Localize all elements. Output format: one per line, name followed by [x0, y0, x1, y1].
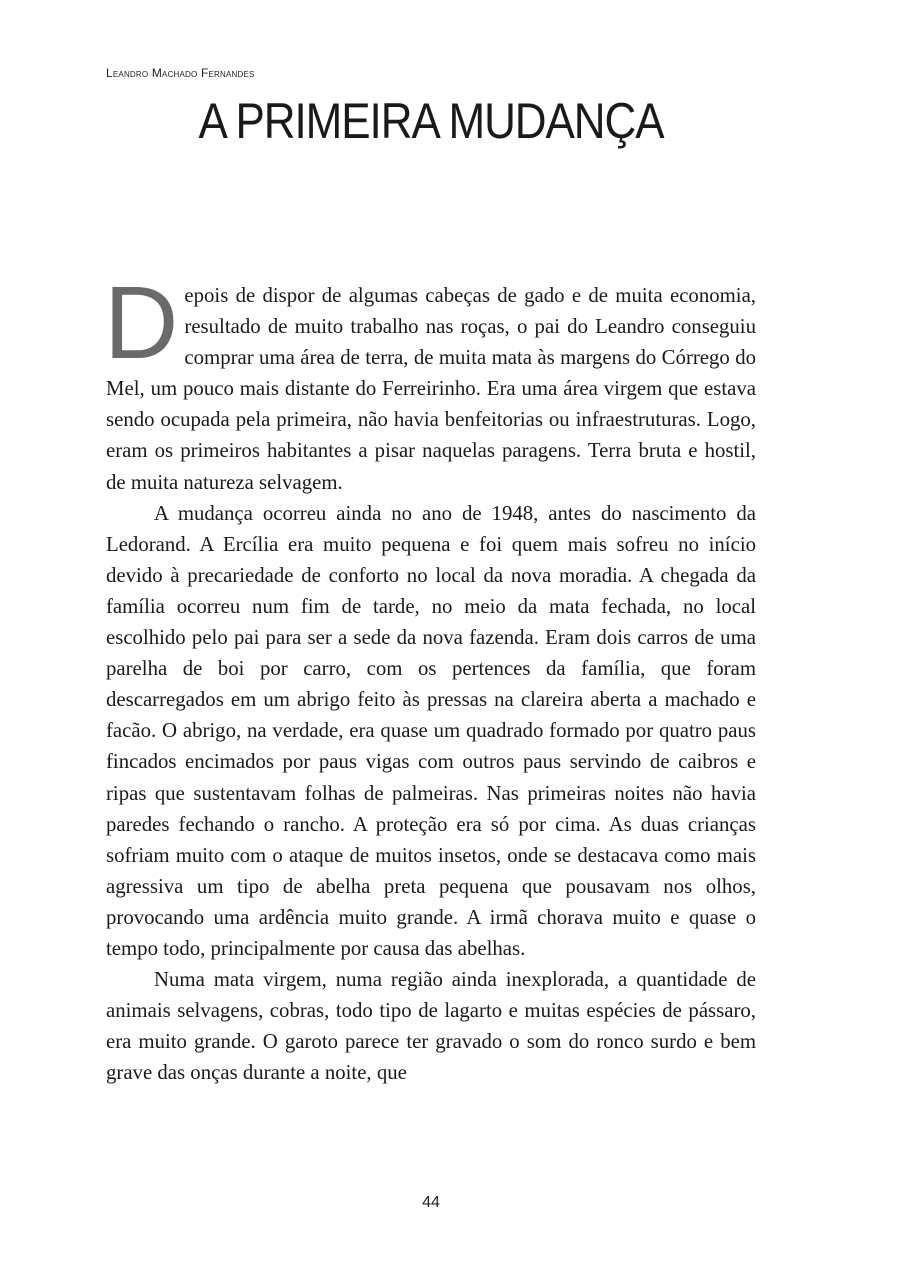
body-text: [104, 265, 756, 1088]
paragraph-1-text: epois de dispor de algumas cabeças de gado e de muita economia, resultado de muito trabalho nas roças, o pai do Leandro conseguiu comprar uma área de terra, de muita mata às margens do Córrego do Mel, um pouco mais distante do Ferreirinho. Era uma área virgem que estava sendo ocupada pela primeira, não havia benfeitorias ou infraestruturas. Logo, eram os primeiros habitantes a pisar naquelas paragens. Terra bruta e hostil, de muita natureza selvagem.: [106, 284, 756, 494]
paragraph-3: Numa mata virgem, numa região ainda inexplorada, a quantidade de animais selvagens, cobras, todo tipo de lagarto e muitas espécies de pássaro, era muito grande. O garoto parece ter gravado o som do ronco surdo e bem grave das onças durante a noite, que: [106, 968, 756, 1085]
paragraph-1: [104, 265, 756, 498]
page-number: 44: [422, 1194, 440, 1211]
chapter-title: A PRIMEIRA MUDANÇA: [198, 93, 664, 149]
running-head: Leandro Machado Fernandes: [106, 66, 255, 80]
paragraph-2: A mudança ocorreu ainda no ano de 1948, antes do nascimento da Ledorand. A Ercília era muito pequena e foi quem mais sofreu no início devido à precariedade de conforto no local da nova moradia. A chegada da família ocorreu num fim de tarde, no meio da mata fechada, no local escolhido pelo pai para ser a sede da nova fazenda. Eram dois carros de uma parelha de boi por carro, com os pertences da família, que foram descarregados em um abrigo feito às pressas na clareira aberta a machado e facão. O abrigo, na verdade, era quase um quadrado formado por quatro paus fincados encimados por paus vigas com outros paus servindo de caibros e ripas que sustentavam folhas de palmeiras. Nas primeiras noites não havia paredes fechando o rancho. A proteção era só por cima. As duas crianças sofriam muito com o ataque de muitos insetos, onde se destacava como mais agressiva um tipo de abelha preta pequena que pousavam nos olhos, provocando uma ardência muito grande. A irmã chorava muito e quase o tempo todo, principalmente por causa das abelhas.: [106, 501, 756, 960]
drop-cap: D: [104, 265, 179, 380]
